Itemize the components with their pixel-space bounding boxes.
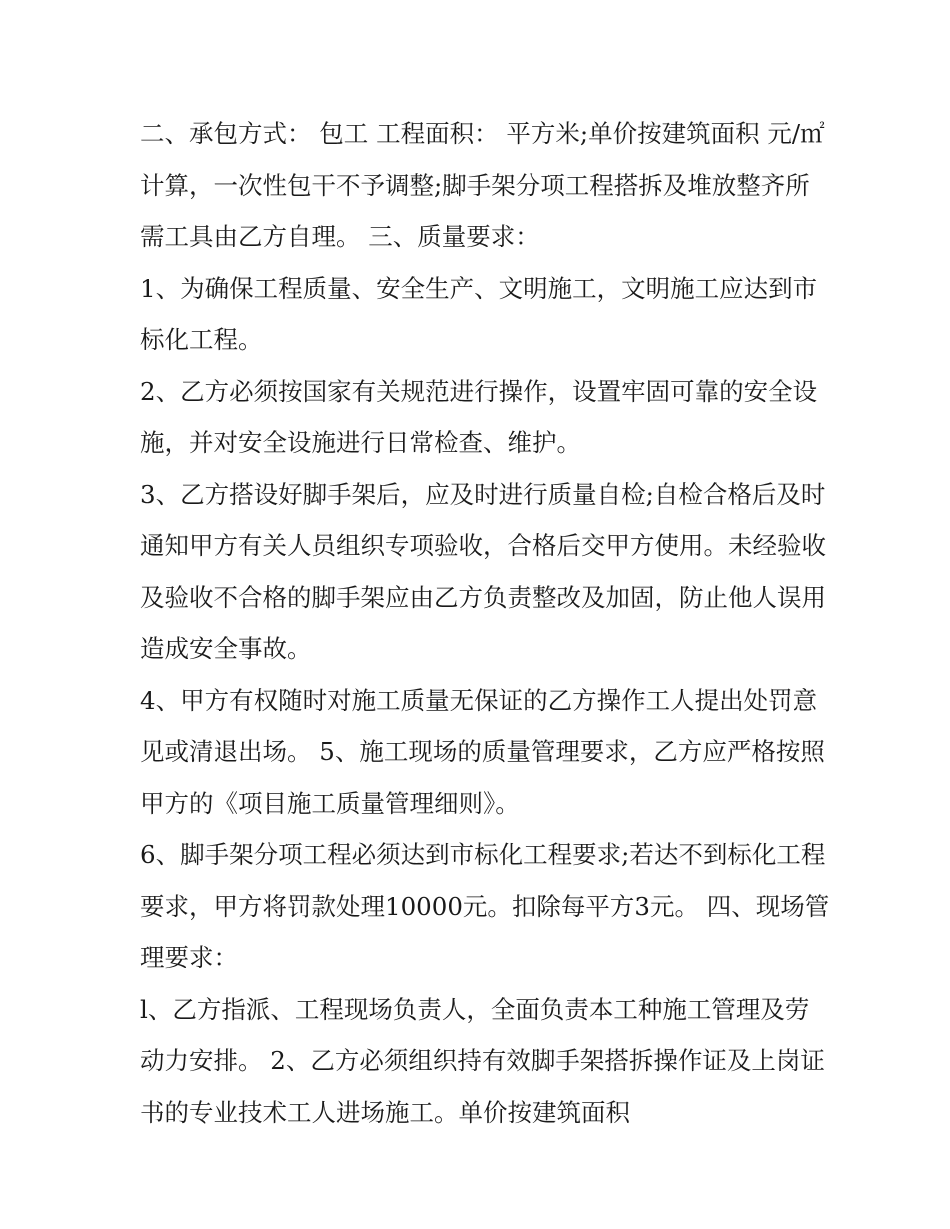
paragraph-site-management: l、乙方指派、工程现场负责人，全面负责本工种施工管理及劳动力安排。 2、乙方必须组织持有效脚手架搭拆操作证及上岗证书的专业技术工人进场施工。单价按建筑面积 — [140, 994, 825, 1127]
paragraph-quality-item-1: 1、为确保工程质量、安全生产、文明施工，文明施工应达到市标化工程。 — [140, 273, 818, 354]
paragraph-quality-item-4-5: 4、甲方有权随时对施工质量无保证的乙方操作工人提出处罚意见或清退出场。 5、施工现场的质量管理要求，乙方应严格按照甲方的《项目施工质量管理细则》。 — [140, 685, 825, 818]
paragraph-quality-item-2: 2、乙方必须按国家有关规范进行操作，设置牢固可靠的安全设施，并对安全设施进行日常检查、维护。 — [140, 376, 818, 457]
paragraph-quality-item-3: 3、乙方搭设好脚手架后，应及时进行质量自检;自检合格后及时通知甲方有关人员组织专项验收，合格后交甲方使用。未经验收及验收不合格的脚手架应由乙方负责整改及加固，防止他人误用造成安全事故。 — [140, 479, 826, 663]
document-body — [140, 108, 830, 1138]
paragraph-quality-item-6: 6、脚手架分项工程必须达到市标化工程要求;若达不到标化工程要求，甲方将罚款处理10000元。扣除每平方3元。 四、现场管理要求： — [140, 840, 830, 972]
paragraph-contract-method: 二、承包方式： 包工 工程面积： 平方米;单价按建筑面积 元/㎡计算，一次性包干不予调整;脚手架分项工程搭拆及堆放整齐所需工具由乙方自理。 三、质量要求： — [140, 119, 825, 251]
